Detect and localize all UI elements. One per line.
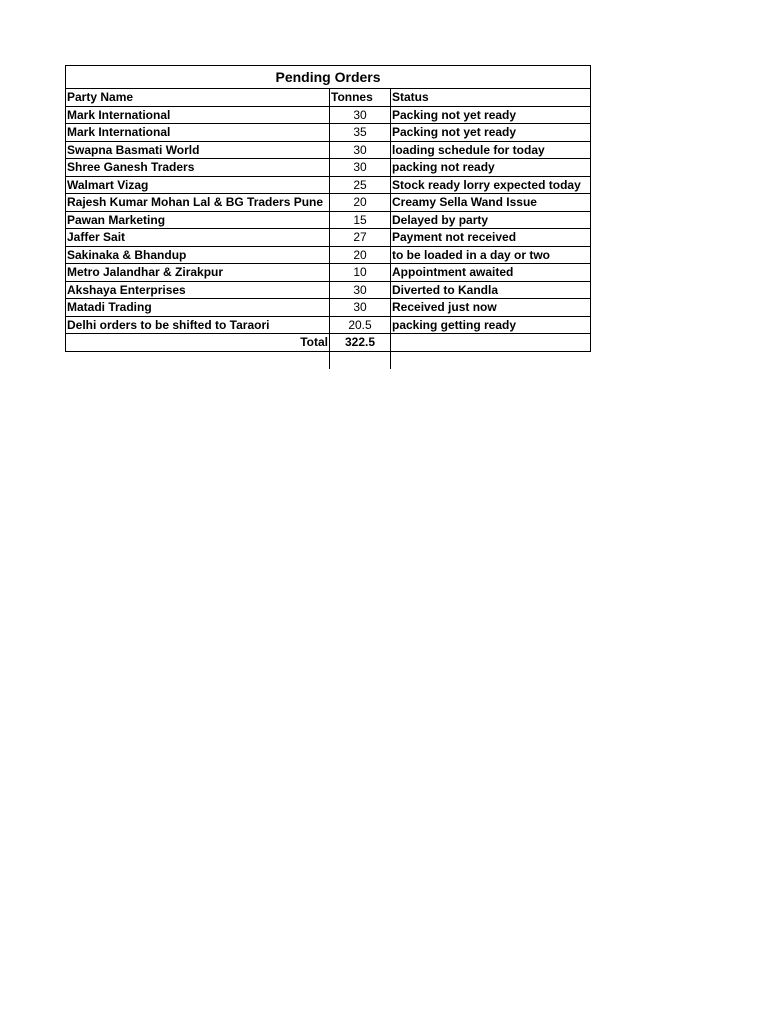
table-row bbox=[66, 141, 591, 159]
status-cell: Creamy Sella Wand Issue bbox=[391, 194, 591, 212]
tonnes-cell: 30 bbox=[330, 159, 391, 177]
table-row bbox=[66, 211, 591, 229]
status-cell: Diverted to Kandla bbox=[391, 281, 591, 299]
table-row bbox=[66, 229, 591, 247]
tonnes-cell: 25 bbox=[330, 176, 391, 194]
table-title: Pending Orders bbox=[66, 66, 591, 89]
table-row bbox=[66, 124, 591, 142]
header-party-name: Party Name bbox=[66, 89, 330, 107]
party-name-cell: Jaffer Sait bbox=[66, 229, 330, 247]
tonnes-cell: 30 bbox=[330, 281, 391, 299]
table-row bbox=[66, 246, 591, 264]
status-cell: Received just now bbox=[391, 299, 591, 317]
header-row bbox=[66, 89, 591, 107]
gridline-tail bbox=[390, 352, 391, 369]
status-cell: packing getting ready bbox=[391, 316, 591, 334]
status-cell: Packing not yet ready bbox=[391, 124, 591, 142]
table-row bbox=[66, 194, 591, 212]
header-tonnes: Tonnes bbox=[330, 89, 391, 107]
title-row bbox=[66, 66, 591, 89]
party-name-cell: Akshaya Enterprises bbox=[66, 281, 330, 299]
party-name-cell: Mark International bbox=[66, 124, 330, 142]
gridline-tail bbox=[329, 352, 330, 369]
tonnes-cell: 15 bbox=[330, 211, 391, 229]
party-name-cell: Rajesh Kumar Mohan Lal & BG Traders Pune bbox=[66, 194, 330, 212]
table-row bbox=[66, 176, 591, 194]
total-row bbox=[66, 334, 591, 352]
total-value: 322.5 bbox=[330, 334, 391, 352]
table-row bbox=[66, 316, 591, 334]
party-name-cell: Matadi Trading bbox=[66, 299, 330, 317]
status-cell: Stock ready lorry expected today bbox=[391, 176, 591, 194]
status-cell: Payment not received bbox=[391, 229, 591, 247]
status-cell: packing not ready bbox=[391, 159, 591, 177]
total-status-empty-cell bbox=[391, 334, 591, 352]
party-name-cell: Swapna Basmati World bbox=[66, 141, 330, 159]
pending-orders-sheet bbox=[65, 65, 590, 352]
tonnes-cell: 20 bbox=[330, 246, 391, 264]
status-cell: Appointment awaited bbox=[391, 264, 591, 282]
party-name-cell: Pawan Marketing bbox=[66, 211, 330, 229]
table-row bbox=[66, 264, 591, 282]
tonnes-cell: 30 bbox=[330, 299, 391, 317]
party-name-cell: Walmart Vizag bbox=[66, 176, 330, 194]
tonnes-cell: 20 bbox=[330, 194, 391, 212]
table-row bbox=[66, 106, 591, 124]
status-cell: loading schedule for today bbox=[391, 141, 591, 159]
party-name-cell: Mark International bbox=[66, 106, 330, 124]
party-name-cell: Sakinaka & Bhandup bbox=[66, 246, 330, 264]
tonnes-cell: 30 bbox=[330, 141, 391, 159]
orders-body bbox=[66, 106, 591, 334]
tonnes-cell: 10 bbox=[330, 264, 391, 282]
pending-orders-table bbox=[65, 65, 591, 352]
header-status: Status bbox=[391, 89, 591, 107]
party-name-cell: Delhi orders to be shifted to Taraori bbox=[66, 316, 330, 334]
status-cell: to be loaded in a day or two bbox=[391, 246, 591, 264]
status-cell: Delayed by party bbox=[391, 211, 591, 229]
tonnes-cell: 20.5 bbox=[330, 316, 391, 334]
table-row bbox=[66, 281, 591, 299]
tonnes-cell: 30 bbox=[330, 106, 391, 124]
party-name-cell: Metro Jalandhar & Zirakpur bbox=[66, 264, 330, 282]
party-name-cell: Shree Ganesh Traders bbox=[66, 159, 330, 177]
table-row bbox=[66, 159, 591, 177]
tonnes-cell: 35 bbox=[330, 124, 391, 142]
tonnes-cell: 27 bbox=[330, 229, 391, 247]
status-cell: Packing not yet ready bbox=[391, 106, 591, 124]
total-label: Total bbox=[66, 334, 330, 352]
table-row bbox=[66, 299, 591, 317]
